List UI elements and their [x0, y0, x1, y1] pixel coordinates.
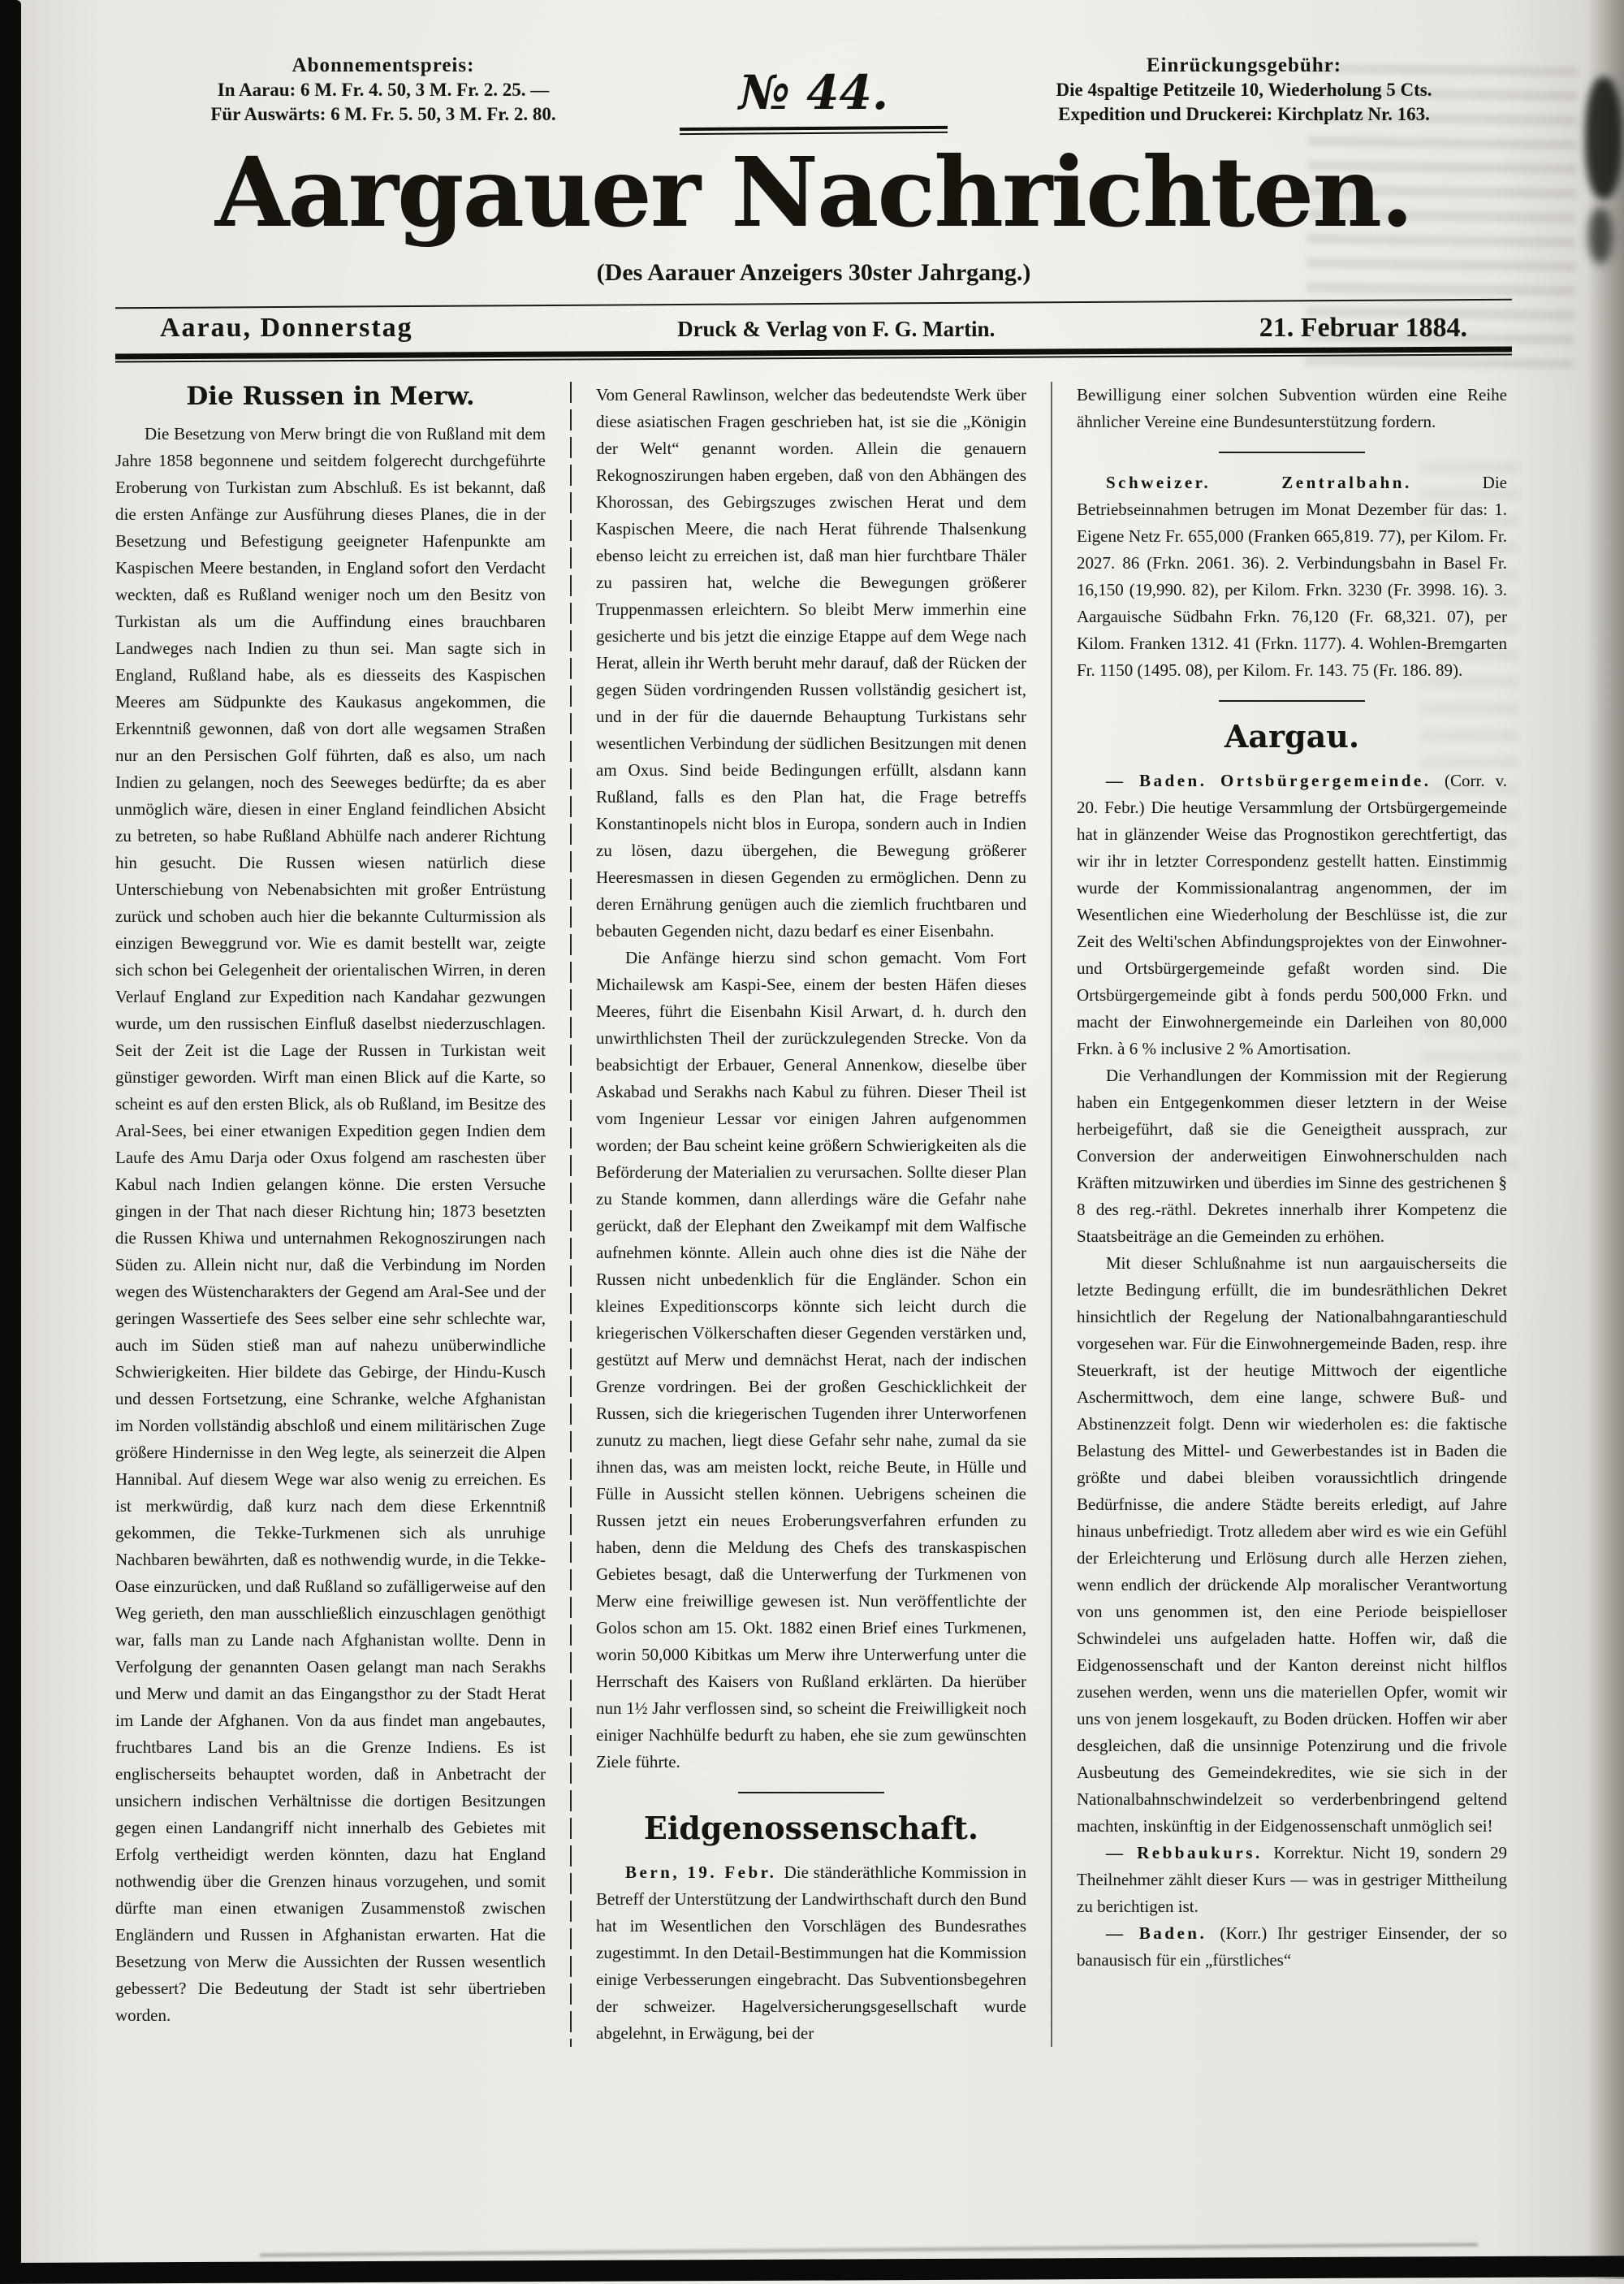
column-2: [596, 382, 1026, 2047]
paper-crease: [260, 2243, 1478, 2256]
paragraph-lead: Bern, 19. Febr.: [625, 1862, 784, 1883]
insertion-fee-line: Expedition und Druckerei: Kirchplatz Nr. 163.: [1058, 104, 1430, 124]
paragraph: — Baden. Ortsbürgergemeinde. (Corr. v. 20. Febr.) Die heutige Versammlung der Ortsbürgergemeinde hat in glänzender Weise das Prognostikon gerechtfertigt, das wir ihr in letzter Correspondenz gestellt hatten. Einstimmig wurde der Kommissionalantrag angenommen, der im Wesentlichen eine Wiederholung der Beschlüsse ist, die zur Zeit des Welti'schen Abfindungsprojektes von der Einwohner- und Ortsbürgergemeinde gefaßt worden sind. Die Ortsbürgergemeinde gibt à fonds perdu 500,000 Frkn. und macht der Einwohnergemeinde ein Darleihen von 80,000 Frkn. à 6 % inclusive 2 % Amortisation.: [1077, 771, 1507, 1059]
issue-number-rule: [680, 126, 948, 135]
scan-edge-left: [0, 0, 21, 2279]
subscription-price-title: Abonnementspreis:: [292, 54, 475, 76]
article-columns: [115, 382, 1512, 2047]
insertion-fee-title: Einrückungsgebühr:: [1146, 54, 1342, 76]
masthead-info-row: [115, 54, 1512, 134]
issue-number-block: [676, 54, 952, 134]
scan-ink-blotch: [1588, 207, 1613, 264]
newspaper-subtitle: (Des Aarauer Anzeigers 30ster Jahrgang.): [596, 259, 1031, 287]
paragraph: Vom General Rawlinson, welcher das bedeutendste Werk über diese asiatischen Fragen geschrieben hat, ist sie die „Königin der Welt“ genannt worden. Allein die genauern Rekognoszirungen haben ergeben, daß von den Abhängen des Khorossan, des Gebirgszuges zwischen Herat und dem Kaspischen Meere, die nach Herat führende Thalsenkung ebenso leicht zu erreichen ist, daß man hier furchtbare Thäler zu passiren hat, welche die Bewegungen größerer Truppenmassen erleichtern. So bleibt Merw immerhin eine gesicherte und bis jetzt die einzige Etappe auf dem Wege nach Herat, allein ihr Werth beruht mehr darauf, daß der Rücken der gegen Süden vordringenden Russen vollständig gesichert ist, und in der für die dauernde Behauptung Turkistans sehr wesentlichen Verbindung der südlichen Besitzungen mit denen am Oxus. Sind beide Bedingungen erfüllt, alsdann kann Rußland, falls es den Plan hat, die Frage betreffs Konstantinopels nicht blos in Europa, sondern auch in Indien zu lösen, dazu übergehen, die Bewegung größerer Heeresmassen in diesen Gegenden zu ermöglichen. Denn zu deren Ernährung genügen auch die ziemlich fruchtbaren und bebauten Gegenden nicht, dazu bedarf es einer Eisenbahn.: [596, 385, 1026, 941]
article-title: Die Russen in Merw.: [186, 382, 475, 412]
column-divider: [1051, 382, 1052, 2047]
paragraph: Bewilligung einer solchen Subvention würden eine Reihe ähnlicher Vereine eine Bundesunterstützung fordern.: [1077, 385, 1507, 432]
section-title: Eidgenossenschaft.: [643, 1810, 979, 1847]
issue-number: № 44.: [738, 65, 889, 120]
scan-edge-bottom: [0, 2256, 1624, 2284]
paragraph-lead: — Baden. Ortsbürgergemeinde.: [1106, 771, 1445, 791]
paragraph: Die Verhandlungen der Kommission mit der Regierung haben ein Entgegenkommen dieser letztern in der Weise herbeigeführt, daß sie die Geneigtheit aussprach, zur Conversion der anderweitigen Einwohnerschulden nach Kräften mitzuwirken und überdies im Sinne des gestrichenen § 8 des reg.-räthl. Dekretes innerhalb ihrer Kompetenz die Staatsbeiträge an die Gemeinden zu erhöhen.: [1077, 1066, 1507, 1247]
section-divider-rule: [1219, 700, 1365, 702]
paragraph-lead: — Baden.: [1106, 1923, 1220, 1944]
scan-ink-blotch: [1585, 77, 1622, 199]
section-title: Aargau.: [1224, 718, 1360, 755]
dateline-publisher: Druck & Verlag von F. G. Martin.: [677, 317, 996, 342]
subscription-price-block: [115, 54, 651, 127]
page-content: [115, 54, 1512, 2047]
insertion-fee-line: Die 4spaltige Petitzeile 10, Wiederholung 5 Cts.: [1056, 80, 1432, 100]
paragraph: Bern, 19. Febr. Die ständeräthliche Kommission in Betreff der Unterstützung der Landwirthschaft durch den Bund hat im Wesentlichen den Vorschlägen des Bundesrathes zugestimmt. In den Detail-Bestimmungen hat die Kommission einige Verbesserungen eingebracht. Das Subventionsbegehren der schweizer. Hagelversicherungsgesellschaft wurde abgelehnt, in Erwägung, bei der: [596, 1862, 1026, 2044]
paragraph: Schweizer. Zentralbahn. Die Betriebseinnahmen betrugen im Monat Dezember für das: 1. Eigene Netz Fr. 655,000 (Franken 665,819. 77), per Kilom. Fr. 2027. 86 (Frkn. 2061. 36). 2. Verbindungsbahn in Basel Fr. 16,150 (19,990. 82), per Kilom. Frkn. 3230 (Fr. 3998. 16). 3. Aargauische Südbahn Frkn. 76,120 (Fr. 68,321. 07), per Kilom. Franken 1312. 41 (Frkn. 1177). 4. Wohlen-Bremgarten Fr. 1150 (1495. 08), per Kilom. Fr. 143. 75 (Fr. 186. 89).: [1077, 473, 1507, 681]
section-divider-rule: [1219, 452, 1365, 453]
dateline-row: [115, 305, 1512, 350]
scan-edge-shadow: [1587, 0, 1624, 2279]
subscription-price-line: Für Auswärts: 6 M. Fr. 5. 50, 3 M. Fr. 2. 80.: [210, 104, 556, 124]
paragraph: — Baden. (Korr.) Ihr gestriger Einsender, der so banausisch für ein „fürstliches“: [1077, 1923, 1507, 1970]
paragraph-lead: — Rebbaukurs.: [1106, 1843, 1274, 1863]
paragraph: Die Anfänge hierzu sind schon gemacht. Vom Fort Michailewsk am Kaspi-See, einem der besten Häfen dieses Meeres, führt die Eisenbahn Kisil Arwart, d. h. durch den unwirthlichsten Theil der zurückzulegenden Strecke. Von da beabsichtigt der Erbauer, General Annenkow, dieselbe über Askabad und Serakhs nach Kabul zu führen. Dieser Theil ist vom Ingenieur Lessar vor einigen Jahren aufgenommen worden; der Bau scheint keine größern Schwierigkeiten als die Beförderung der Materialien zu verursachen. Sollte dieser Plan zu Stande kommen, dann allerdings wäre die Gefahr nahe gerückt, daß der Elephant den Zweikampf mit dem Walfische aufnehmen könnte. Allein auch ohne dies ist die Nähe der Russen nicht unbedenklich für die Engländer. Schon ein kleines Expeditionscorps könnte sich leicht durch die kriegerischen Völkerschaften dieser Gegenden verstärken und, gestützt auf Merw und demnächst Herat, nach der indischen Grenze vordringen. Bei der großen Geschicklichkeit der Russen, sich die kriegerischen Tugenden ihrer Unterworfenen zunutz zu machen, liegt diese Gefahr sehr nahe, zumal da sie ihnen das, was am meisten lockt, reiche Beute, in Hülle und Fülle in Aussicht stellen können. Uebrigens scheinen die Russen jetzt ein neues Eroberungsverfahren erfunden zu haben, denn die Meldung des Chefs des transkaspischen Gebietes besagt, daß die Unterwerfung der Turkmenen von Merw eine freiwillige gewesen ist. Nun veröffentlichte der Golos schon am 15. Okt. 1882 einen Brief eines Turkmenen, worin 50,000 Kibitkas um Merw ihre Unterwerfung unter die Herrschaft des Kaisers von Rußland erklärten. Da hierüber nun 1½ Jahr verflossen sind, so scheint die Freiwilligkeit noch einiger Nachhülfe bedurft zu haben, ehe sie zum gewünschten Ziele führte.: [596, 948, 1026, 1772]
paragraph: Mit dieser Schlußnahme ist nun aargauischerseits die letzte Bedingung erfüllt, die im bundesräthlichen Dekret hinsichtlich der Regelung der Nationalbahngarantieschuld vorgesehen war. Für die Einwohnergemeinde Baden, resp. ihre Steuerkraft, ist der heutige Mittwoch der eigentliche Aschermittwoch, dem eine lange, schwere Buß- und Abstinenzzeit folgt. Denn wir wiederholen es: die faktische Belastung des Mittel- und Gewerbestandes ist in Baden die größte und dabei bleiben voraussichtlich dringende Bedürfnisse, die andere Städte bereits erledigt, auf Jahre hinaus unbefriedigt. Trotz alledem aber wird es wie ein Gefühl der Erleichterung und Erlösung durch alle Herzen ziehen, wenn endlich der drückende Alp moralischer Verantwortung von uns genommen ist, den eine Periode beispielloser Schwindelei uns aufgeladen hatte. Hoffen wir, daß die Eidgenossenschaft und der Kanton dereinst nicht hilflos zusehen werden, wenn uns die materiellen Opfer, womit wir uns von jenem losgekauft, zu Boden drücken. Hoffen wir aber desgleichen, daß die unsinnige Potenzirung und die frivole Ausbeutung des Gemeindekredites, wie sie sich in der Nationalbahnschwindelzeit so verderbenbringend geltend machten, inskünftig in der Eidgenossenschaft unmöglich sei!: [1077, 1253, 1507, 1836]
insertion-fee-block: [976, 54, 1512, 127]
column-divider: [570, 382, 572, 2047]
dateline-place: Aarau, Donnerstag: [160, 313, 413, 344]
newspaper-title: Aargauer Nachrichten.: [214, 136, 1413, 249]
subscription-price-line: In Aarau: 6 M. Fr. 4. 50, 3 M. Fr. 2. 25. —: [217, 80, 550, 100]
column-1: [115, 382, 546, 2047]
paragraph: — Rebbaukurs. Korrektur. Nicht 19, sondern 29 Theilnehmer zählt dieser Kurs — was in gestriger Mittheilung zu berichtigen ist.: [1077, 1843, 1507, 1917]
paragraph-lead: Schweizer. Zentralbahn.: [1106, 473, 1483, 493]
dateline-date: 21. Februar 1884.: [1259, 313, 1467, 344]
section-divider-rule: [738, 1792, 884, 1793]
column-3: [1077, 382, 1507, 2047]
paragraph: Die Besetzung von Merw bringt die von Rußland mit dem Jahre 1858 begonnene und seitdem folgerecht durchgeführte Eroberung von Turkistan zum Abschluß. Es ist bekannt, daß die ersten Anfänge zur Ausführung dieses Planes, die in der Besetzung und Befestigung geeigneter Hafenpunkte am Kaspischen Meere bestanden, in England sofort den Verdacht weckten, daß es Rußland weniger noch um den Besitz von Turkistan als um die Auffindung eines brauchbaren Landweges nach Indien zu thun sei. Man sagte sich in England, Rußland habe, als es diesseits des Kaspischen Meeres am Südpunkte des Kaukasus angekommen, die Erkenntniß gewonnen, daß von dort alle wegsamen Straßen nur an den Persischen Golf führten, daß es also, um nach Indien zu gelangen, noch des Seeweges bedürfte; da es aber unmöglich wäre, diesen in einer England feindlichen Absicht zu betreten, so habe Rußland Abhülfe nach anderer Richtung hin gesucht. Die Russen wiesen natürlich diese Unterschiebung von Nebenabsichten mit großer Entrüstung zurück und schoben auch hier die bekannte Culturmission als einzigen Beweggrund vor. Wie es damit bestellt war, zeigte sich schon bei Gelegenheit der orientalischen Wirren, in deren Verlauf England zur Expedition nach Kandahar gezwungen wurde, um den russischen Einfluß daselbst niederzuschlagen. Seit der Zeit ist die Lage der Russen in Turkistan weit günstiger geworden. Wirft man einen Blick auf die Karte, so scheint es auf den ersten Blick, als ob Rußland, im Besitze des Aral-Sees, bei einer etwanigen Expedition gegen Indien dem Laufe des Amu Darja oder Oxus folgend am raschesten über Kabul nach Indien gelangen könne. Die ersten Versuche gingen in der That nach dieser Richtung hin; 1873 besetzten die Russen Khiwa und unternahmen Rekognoszirungen nach Süden zu. Allein nicht nur, daß die Verbindung im Norden wegen des Wüstencharakters der Gegend am Aral-See und der geringen Wassertiefe des Sees selber eine sehr schlechte war, auch im Süden stieß man auf nahezu unüberwindliche Schwierigkeiten. Hier bildete das Gebirge, der Hindu-Kusch und dessen Fortsetzung, eine Schranke, welche Afghanistan im Norden vollständig abschloß und einem militärischen Zuge größere Hindernisse in den Weg legte, als seinerzeit die Alpen Hannibal. Auf diesem Wege war also wenig zu erreichen. Es ist merkwürdig, daß kurz nach dem diese Erkenntniß gekommen, die Tekke-Turkmenen sich als unruhige Nachbaren bewährten, daß es nothwendig wurde, in die Tekke-Oase einzurücken, und daß Rußland so zufälligerweise auf den Weg gerieth, den man ausschließlich einzuschlagen genöthigt war, falls man zu Lande nach Afghanistan wollte. Denn in Verfolgung der genannten Oasen gelangt man nach Serakhs und Merw und damit an das Eingangsthor zu der Stadt Herat im Lande der Afghanen. Von da aus findet man angebautes, fruchtbares Land bis an die Grenze Indiens. Es ist englischerseits behauptet worden, daß in Anbetracht der unsichern indischen Verhältnisse die dortigen Besitzungen gegen einen Landangriff nicht innerhalb des Gebietes mit Erfolg vertheidigt werden könnten, dazu hat England nothwendig über die Grenzen hinaus vorzugehen, und somit dürfte man einen etwanigen Zusammenstoß zwischen Engländern und Russen in Afghanistan erwarten. Hat die Besetzung von Merw die Aussichten der Russen wesentlich gebessert? Die Bedeutung der Stadt ist sehr übertrieben worden.: [115, 424, 546, 2026]
